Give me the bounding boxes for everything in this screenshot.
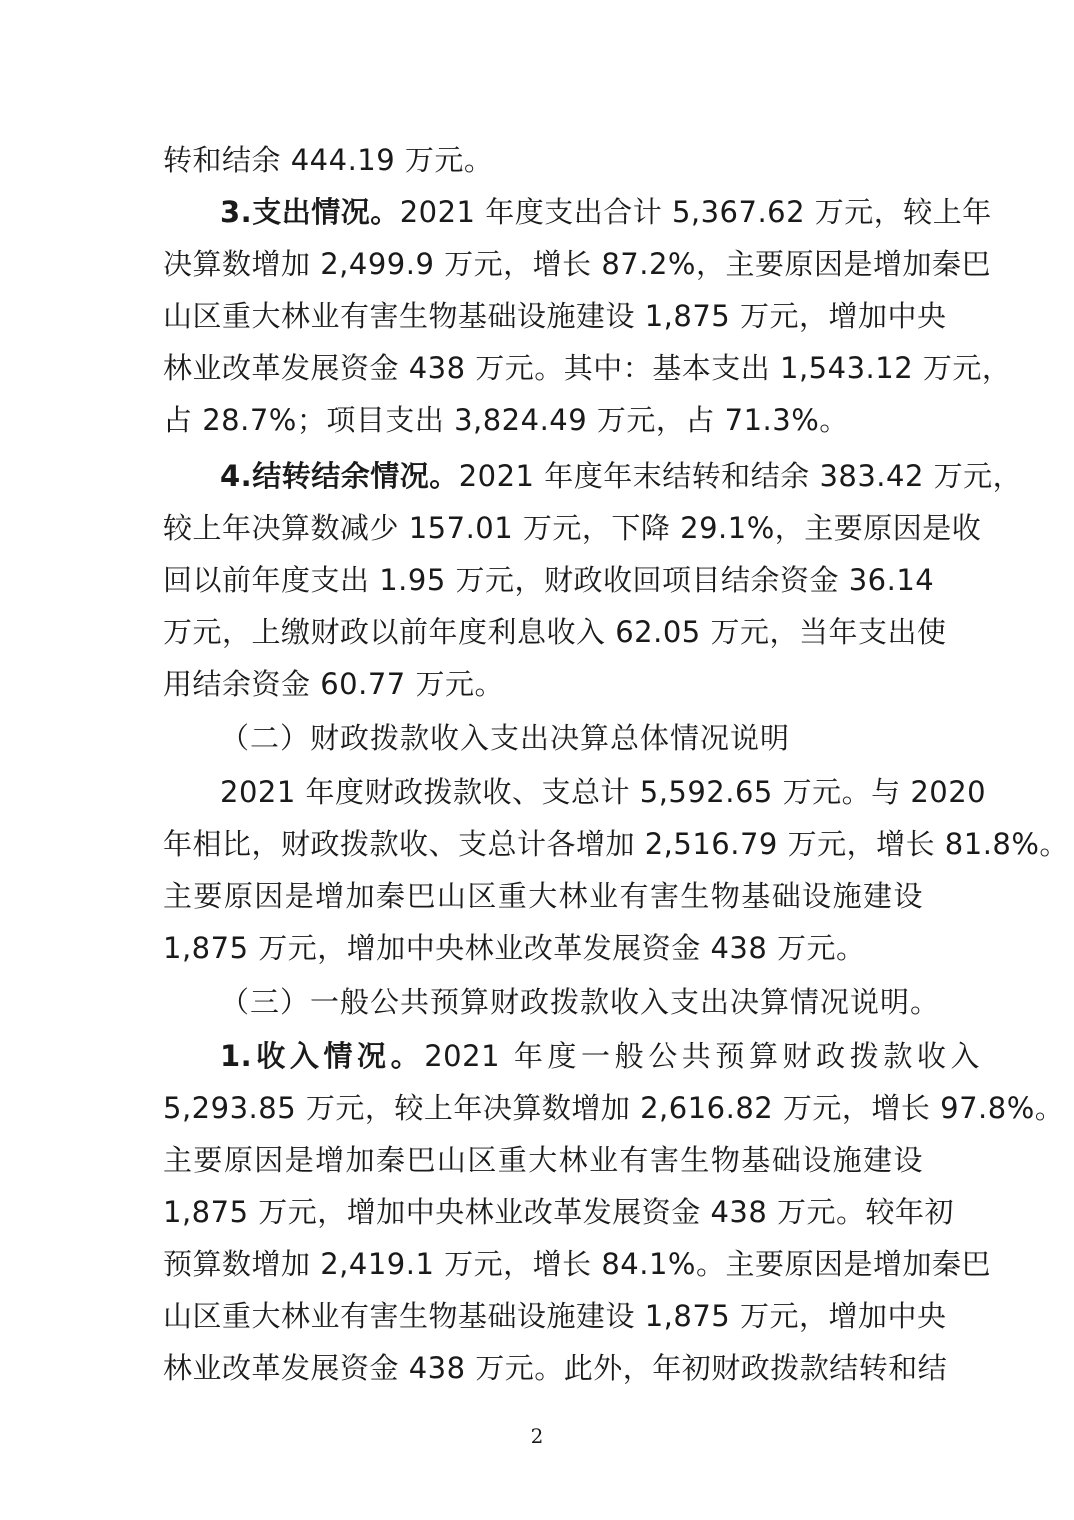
page-number: 2 (530, 1424, 544, 1448)
body-text-line: 林业改革发展资金 438 万元。其中：基本支出 1,543.12 万元， (163, 351, 1012, 385)
body-text-line: 决算数增加 2,499.9 万元，增长 87.2%，主要原因是增加秦巴 (163, 247, 991, 281)
body-text-line: 5,293.85 万元，较上年决算数增加 2,616.82 万元，增长 97.8%。 (163, 1091, 1065, 1125)
body-text: 2021 年度年末结转和结余 383.42 万元， (458, 459, 1023, 493)
body-text: 2021 年度支出合计 5,367.62 万元，较上年 (399, 195, 992, 229)
body-text-line: 1,875 万元，增加中央林业改革发展资金 438 万元。 (163, 931, 866, 965)
body-text-line: 用结余资金 60.77 万元。 (163, 667, 504, 701)
section-label-expenditure: 3.支出情况。 (220, 195, 400, 229)
body-text-line: 1,875 万元，增加中央林业改革发展资金 438 万元。较年初 (163, 1195, 955, 1229)
section-label-income: 1.收入情况。 (220, 1039, 425, 1073)
body-text-line: 转和结余 444.19 万元。 (163, 143, 494, 177)
body-text-line: 山区重大林业有害生物基础设施建设 1,875 万元，增加中央 (163, 1299, 947, 1333)
body-text: 2021 年度一般公共预算财政拨款收入 (424, 1039, 980, 1073)
paragraph-carryover-start (220, 450, 1023, 502)
paragraph-expenditure-start (220, 186, 992, 238)
body-text-line: 主要原因是增加秦巴山区重大林业有害生物基础设施建设 (163, 1143, 923, 1177)
body-text-line: 2021 年度财政拨款收、支总计 5,592.65 万元。与 2020 (220, 775, 987, 809)
section-heading-3: （三）一般公共预算财政拨款收入支出决算情况说明。 (220, 985, 941, 1019)
section-heading-2: （二）财政拨款收入支出决算总体情况说明 (220, 721, 791, 755)
body-text-line: 占 28.7%；项目支出 3,824.49 万元，占 71.3%。 (163, 403, 849, 437)
body-text-line: 林业改革发展资金 438 万元。此外，年初财政拨款结转和结 (163, 1351, 948, 1385)
body-text-line: 预算数增加 2,419.1 万元，增长 84.1%。主要原因是增加秦巴 (163, 1247, 991, 1281)
body-text-line: 万元，上缴财政以前年度利息收入 62.05 万元，当年支出使 (163, 615, 947, 649)
body-text-line: 山区重大林业有害生物基础设施建设 1,875 万元，增加中央 (163, 299, 947, 333)
body-text-line: 较上年决算数减少 157.01 万元，下降 29.1%，主要原因是收 (163, 511, 982, 545)
section-label-carryover: 4.结转结余情况。 (220, 459, 459, 493)
body-text-line: 主要原因是增加秦巴山区重大林业有害生物基础设施建设 (163, 879, 923, 913)
paragraph-income-start (220, 1030, 980, 1082)
body-text-line: 年相比，财政拨款收、支总计各增加 2,516.79 万元，增长 81.8%。 (163, 827, 1069, 861)
body-text-line: 回以前年度支出 1.95 万元，财政收回项目结余资金 36.14 (163, 563, 935, 597)
